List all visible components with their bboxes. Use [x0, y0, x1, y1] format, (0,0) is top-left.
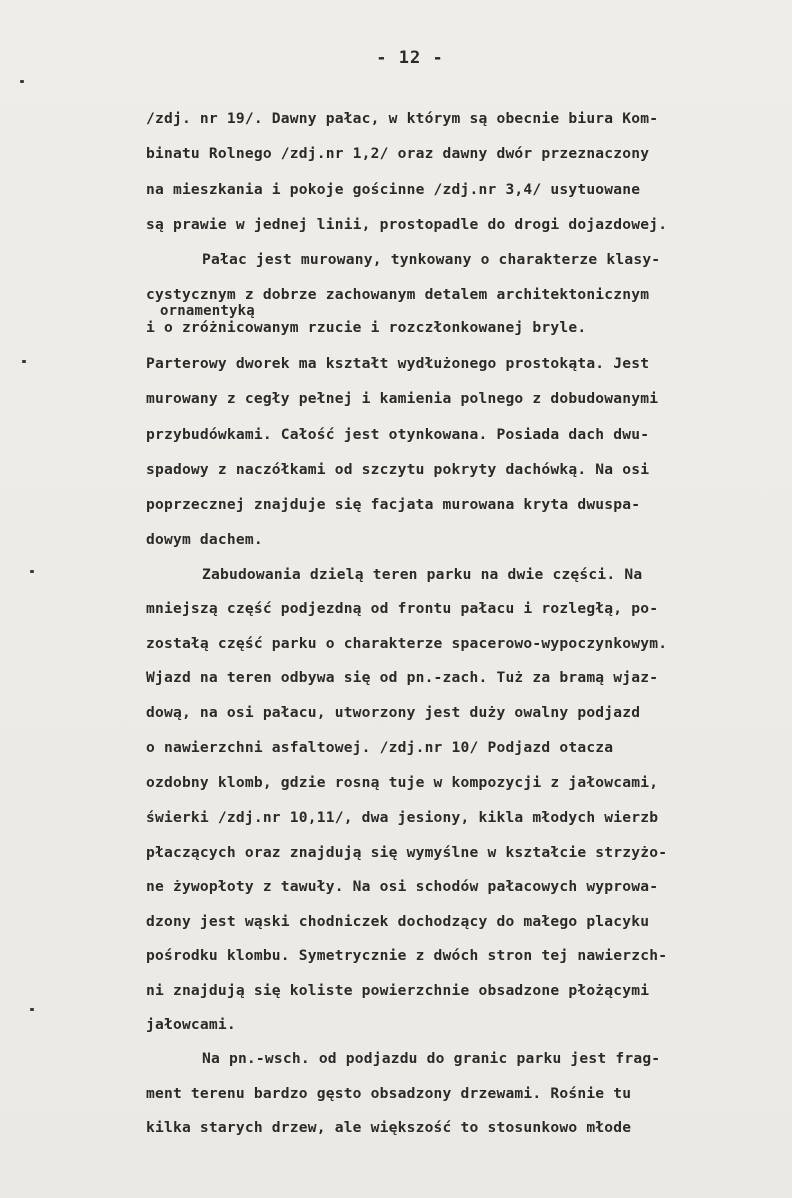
- text-line: kilka starych drzew, ale większość to stosunkowo młode: [146, 1119, 632, 1136]
- text-line: /zdj. nr 19/. Dawny pałac, w którym są obecnie biura Kom-: [146, 110, 659, 127]
- text-line: dzony jest wąski chodniczek dochodzący do małego placyku: [146, 913, 650, 930]
- text-line: i o zróżnicowanym rzucie i rozczłonkowanej bryle.: [146, 319, 587, 336]
- text-line: Parterowy dworek ma kształt wydłużonego prostokąta. Jest: [146, 355, 650, 372]
- text-line: ment terenu bardzo gęsto obsadzony drzewami. Rośnie tu: [146, 1085, 632, 1102]
- text-line: świerki /zdj.nr 10,11/, dwa jesiony, kikla młodych wierzb: [146, 809, 659, 826]
- text-line: spadowy z naczółkami od szczytu pokryty dachówką. Na osi: [146, 461, 650, 478]
- text-line: cystycznym z dobrze zachowanym detalem architektonicznym: [146, 286, 650, 303]
- text-line: ne żywopłoty z tawuły. Na osi schodów pałacowych wyprowa-: [146, 878, 659, 895]
- margin-mark: [30, 1008, 34, 1011]
- margin-mark: [20, 80, 24, 83]
- interlinear-insert: ornamentyką: [160, 303, 255, 319]
- text-line: murowany z cegły pełnej i kamienia polnego z dobudowanymi: [146, 390, 659, 407]
- text-line: dowym dachem.: [146, 531, 263, 548]
- text-line: jałowcami.: [146, 1016, 236, 1033]
- text-line: Pałac jest murowany, tynkowany o charakterze klasy-: [202, 251, 661, 268]
- text-line: dową, na osi pałacu, utworzony jest duży owalny podjazd: [146, 704, 641, 721]
- text-line: binatu Rolnego /zdj.nr 1,2/ oraz dawny dwór przeznaczony: [146, 145, 650, 162]
- text-line: przybudówkami. Całość jest otynkowana. Posiada dach dwu-: [146, 426, 650, 443]
- text-line: Wjazd na teren odbywa się od pn.-zach. Tuż za bramą wjaz-: [146, 669, 659, 686]
- page-number: - 12 -: [376, 48, 444, 68]
- text-line: poprzecznej znajduje się facjata murowana kryta dwuspa-: [146, 496, 641, 513]
- text-line: są prawie w jednej linii, prostopadle do drogi dojazdowej.: [146, 216, 668, 233]
- text-line: o nawierzchni asfaltowej. /zdj.nr 10/ Podjazd otacza: [146, 739, 614, 756]
- text-line: mniejszą część podjezdną od frontu pałacu i rozległą, po-: [146, 600, 659, 617]
- text-line: ozdobny klomb, gdzie rosną tuje w kompozycji z jałowcami,: [146, 774, 659, 791]
- text-line: Zabudowania dzielą teren parku na dwie części. Na: [202, 566, 643, 583]
- text-line: Na pn.-wsch. od podjazdu do granic parku jest frag-: [202, 1050, 661, 1067]
- text-line: pośrodku klombu. Symetrycznie z dwóch stron tej nawierzch-: [146, 947, 668, 964]
- margin-mark: [22, 360, 26, 363]
- text-line: zostałą część parku o charakterze spacerowo-wypoczynkowym.: [146, 635, 668, 652]
- margin-mark: [30, 570, 34, 573]
- text-line: płaczących oraz znajdują się wymyślne w kształcie strzyżo-: [146, 844, 668, 861]
- text-line: na mieszkania i pokoje gościnne /zdj.nr 3,4/ usytuowane: [146, 181, 641, 198]
- text-line: ni znajdują się koliste powierzchnie obsadzone płożącymi: [146, 982, 650, 999]
